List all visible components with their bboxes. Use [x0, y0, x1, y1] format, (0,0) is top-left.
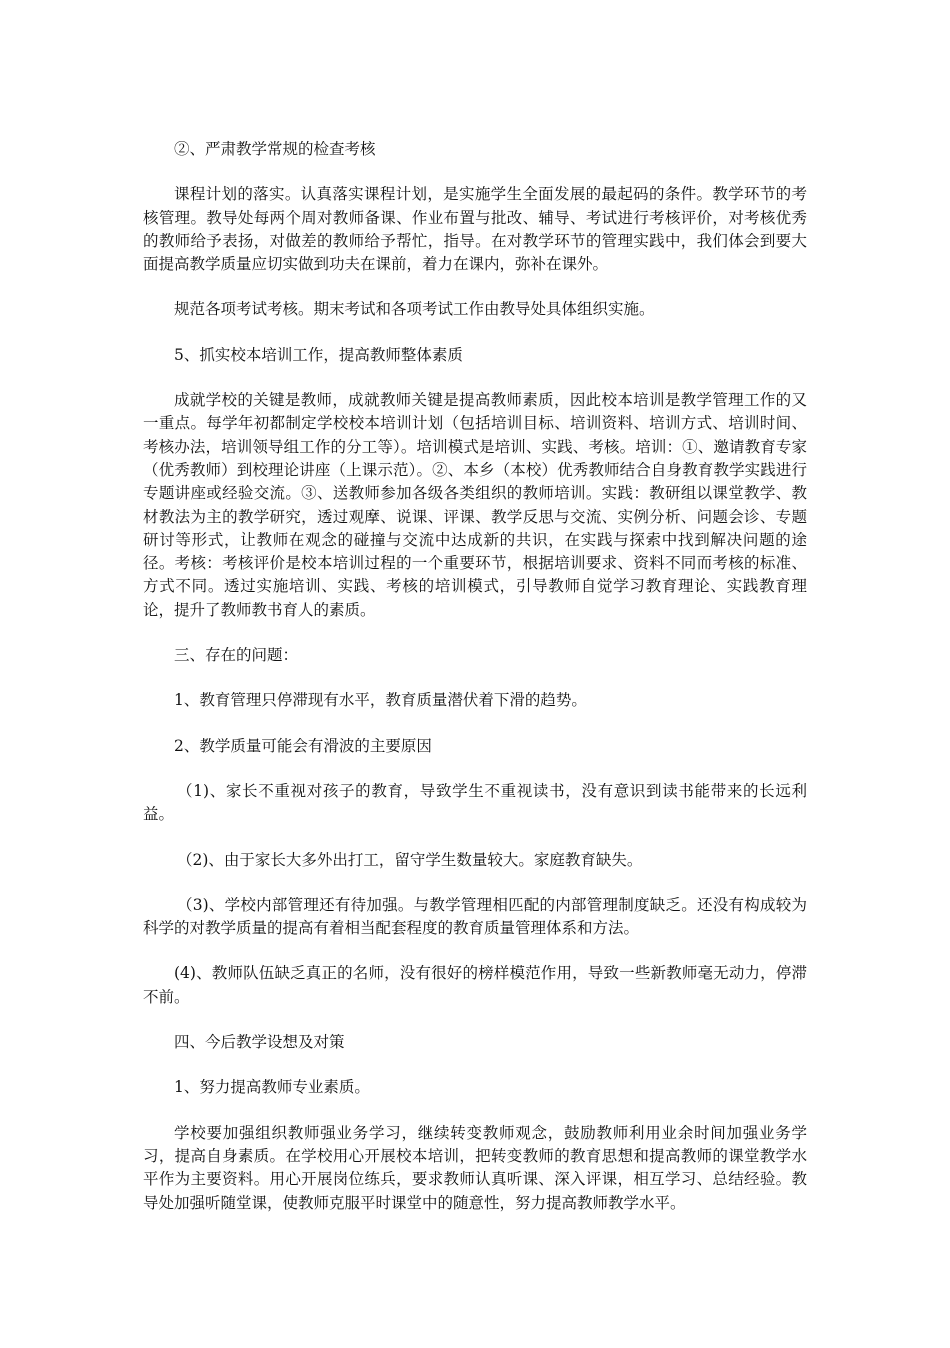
subheading-exam-check: ②、严肃教学常规的检查考核: [174, 140, 376, 158]
list-item-problem-1: 1、教育管理只停滞现有水平，教育质量潜伏着下滑的趋势。: [174, 691, 587, 710]
list-item-reason-1: （1)、家长不重视对孩子的教育，导致学生不重视读书，没有意识到读书能带来的长远利益。: [143, 781, 807, 824]
paragraph-exam-norms: 规范各项考试考核。期末考试和各项考试工作由教导处具体组织实施。: [174, 300, 655, 319]
list-item-reason-4: (4)、教师队伍缺乏真正的名师，没有很好的榜样模范作用，导致一些新教师毫无动力，停滞不前。: [143, 964, 807, 1006]
list-item-reason-2: （2)、由于家长大多外出打工，留守学生数量较大。家庭教育缺失。: [177, 850, 643, 869]
list-item-plan-1: 1、努力提高教师专业素质。: [174, 1078, 370, 1097]
list-item-problem-2: 2、教学质量可能会有滑波的主要原因: [174, 736, 432, 755]
paragraph-teacher-study: 学校要加强组织教师强业务学习，继续转变教师观念，鼓励教师利用业余时间加强业务学习，提高自身素质。在学校用心开展校本培训，把转变教师的教育思想和提高教师的课堂教学水平作为主要资料。用心开展岗位练兵，要求教师认真听课、深入评课，相互学习、总结经验。教导处加强听随堂课，使教师克服平时课堂中的随意性，努力提高教师教学水平。: [143, 1123, 807, 1212]
list-item-reason-3: （3)、学校内部管理还有待加强。与教学管理相匹配的内部管理制度缺乏。还没有构成较为科学的对教学质量的提高有着相当配套程度的教育质量管理体系和方法。: [143, 895, 807, 938]
section-heading-problems: 三、存在的问题：: [174, 646, 299, 665]
subheading-school-training: 5、抓实校本培训工作，提高教师整体素质: [174, 345, 463, 364]
section-heading-plans: 四、今后教学设想及对策: [174, 1033, 345, 1052]
document-page: [143, 138, 807, 1237]
paragraph-course-plan: 课程计划的落实。认真落实课程计划，是实施学生全面发展的最起码的条件。教学环节的考核管理。教导处每两个周对教师备课、作业布置与批改、辅导、考试进行考核评价，对考核优秀的教师给予表扬，对做差的教师给予帮忙，指导。在对教学环节的管理实践中，我们体会到要大面提高教学质量应切实做到功夫在课前，着力在课内，弥补在课外。: [143, 185, 807, 274]
paragraph-school-training: 成就学校的关键是教师，成就教师关键是提高教师素质，因此校本培训是教学管理工作的又一重点。每学年初都制定学校校本培训计划（包括培训目标、培训资料、培训方式、培训时间、考核办法，培训领导组工作的分工等）。培训模式是培训、实践、考核。培训：①、邀请教育专家（优秀教师）到校理论讲座（上课示范）。②、本乡（本校）优秀教师结合自身教育教学实践进行专题讲座或经验交流。③、送教师参加各级各类组织的教师培训。实践：教研组以课堂教学、教材教法为主的教学研究，透过观摩、说课、评课、教学反思与交流、实例分析、问题会诊、专题研讨等形式，让教师在观念的碰撞与交流中达成新的共识，在实践与探索中找到解决问题的途径。考核：考核评价是校本培训过程的一个重要环节，根据培训要求、资料不同而考核的标准、方式不同。透过实施培训、实践、考核的培训模式，引导教师自觉学习教育理论、实践教育理论，提升了教师教书育人的素质。: [143, 391, 807, 619]
